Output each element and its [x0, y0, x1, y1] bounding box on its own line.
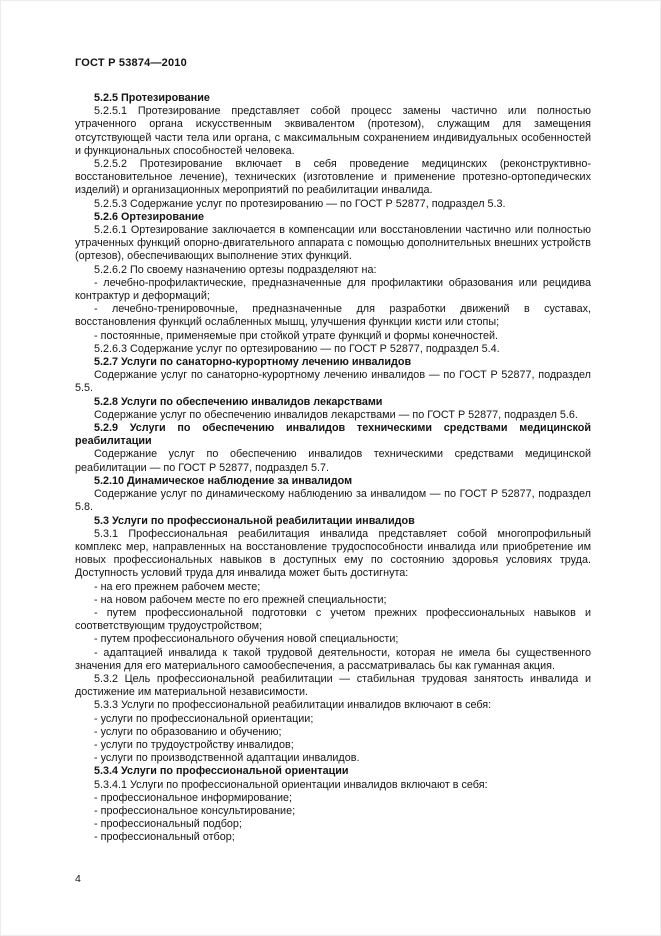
list-item: - на новом рабочем месте по его прежней специальности;: [94, 593, 387, 606]
list-item: - адаптацией инвалида к такой трудовой деятельности, которая не имела бы существенного значения для его материального самообеспечения, а рассматривалась бы как гуманная акция.: [75, 646, 591, 672]
list-item: - профессиональный отбор;: [94, 831, 235, 844]
document-number: ГОСТ Р 53874—2010: [75, 57, 187, 69]
section-heading: 5.2.7 Услуги по санаторно-курортному лечению инвалидов: [94, 356, 412, 369]
list-item: - услуги по трудоустройству инвалидов;: [94, 738, 294, 751]
section-heading: 5.3.4 Услуги по профессиональной ориентации: [94, 765, 349, 778]
list-item: - лечебно-тренировочные, предназначенные для разработки движений в суставах, восстановления функций ослабленных мышц, улучшения функции кисти или стопы;: [75, 303, 591, 329]
list-item: - услуги по образованию и обучению;: [94, 725, 282, 738]
list-item: - постоянные, применяемые при стойкой утрате функций и формы конечностей.: [94, 329, 498, 342]
section-heading: 5.3 Услуги по профессиональной реабилитации инвалидов: [94, 514, 415, 527]
list-item: - услуги по профессиональной ориентации;: [94, 712, 314, 725]
paragraph: 5.2.6.1 Ортезирование заключается в компенсации или восстановлении частично или полностью утраченных функций опорно-двигательного аппарата с помощью дополнительных внешних устройств (ортезов), обеспечивающих выполнение этих функций.: [75, 224, 591, 263]
section-heading: 5.2.9 Услуги по обеспечению инвалидов техническими средствами медицинской реабилитации: [75, 422, 591, 448]
list-item: - профессиональный подбор;: [94, 818, 242, 831]
list-item: - на его прежнем рабочем месте;: [94, 580, 261, 593]
list-item: - лечебно-профилактические, предназначенные для профилактики образования или рецидива контрактур и деформаций;: [75, 276, 591, 303]
paragraph: Содержание услуг по динамическому наблюдению за инвалидом — по ГОСТ Р 52877, подраздел 5.8.: [75, 488, 591, 514]
section-heading: 5.2.5 Протезирование: [94, 92, 210, 104]
list-item: - профессиональное консультирование;: [94, 804, 296, 817]
section-heading: 5.2.8 Услуги по обеспечению инвалидов лекарствами: [94, 395, 383, 408]
list-item: - путем профессионального обучения новой специальности;: [94, 633, 399, 646]
paragraph: 5.3.3 Услуги по профессиональной реабилитации инвалидов включают в себя:: [94, 699, 492, 712]
paragraph: 5.2.5.1 Протезирование представляет собой процесс замены частично или полностью утраченного органа искусственным эквивалентом (протезом), служащим для замещения отсутствующей части тела или органа, с максимальным сохранением индивидуальных особенностей и функциональных способностей человека.: [75, 105, 591, 157]
list-item: - путем профессиональной подготовки с учетом прежних профессиональных навыков и соответствующим трудоустройством;: [75, 606, 591, 633]
paragraph: 5.2.6.2 По своему назначению ортезы подразделяют на:: [94, 263, 377, 276]
section-heading: 5.2.6 Ортезирование: [94, 210, 205, 223]
paragraph: 5.2.5.2 Протезирование включает в себя проведение медицинских (реконструктивно-восстановительное лечение), технических (изготовление и применение протезно-ортопедических изделий) и организационных мероприятий по реабилитации инвалида.: [75, 158, 591, 197]
page-number: 4: [75, 873, 81, 885]
paragraph: 5.3.1 Профессиональная реабилитация инвалида представляет собой многопрофильный комплекс мер, направленных на восстановление трудоспособности инвалида или приобретение им новых профессиональных навыков в доступных ему по состоянию здоровья условиях труда. Доступность условий труда для инвалида может быть достигнута:: [75, 527, 591, 580]
paragraph: 5.3.4.1 Услуги по профессиональной ориентации инвалидов включают в себя:: [94, 778, 488, 791]
list-item: - услуги по производственной адаптации инвалидов.: [94, 752, 360, 765]
paragraph: Содержание услуг по обеспечению инвалидов техническими средствами медицинской реабилитации — по ГОСТ Р 52877, подраздел 5.7.: [75, 448, 591, 474]
document-content: [75, 92, 591, 845]
list-item: - профессиональное информирование;: [94, 791, 293, 804]
paragraph: 5.3.2 Цель профессиональной реабилитации — стабильная трудовая занятость инвалида и достижение им материальной независимости.: [75, 672, 591, 699]
section-heading: 5.2.10 Динамическое наблюдение за инвалидом: [94, 474, 353, 487]
paragraph: 5.2.5.3 Содержание услуг по протезированию — по ГОСТ Р 52877, подраздел 5.3.: [94, 197, 506, 210]
paragraph: 5.2.6.3 Содержание услуг по ортезированию — по ГОСТ Р 52877, подраздел 5.4.: [94, 342, 500, 355]
paragraph: Содержание услуг по санаторно-курортному лечению инвалидов — по ГОСТ Р 52877, подраздел 5.5.: [75, 369, 591, 395]
paragraph: Содержание услуг по обеспечению инвалидов лекарствами — по ГОСТ Р 52877, подраздел 5.6.: [94, 408, 578, 421]
